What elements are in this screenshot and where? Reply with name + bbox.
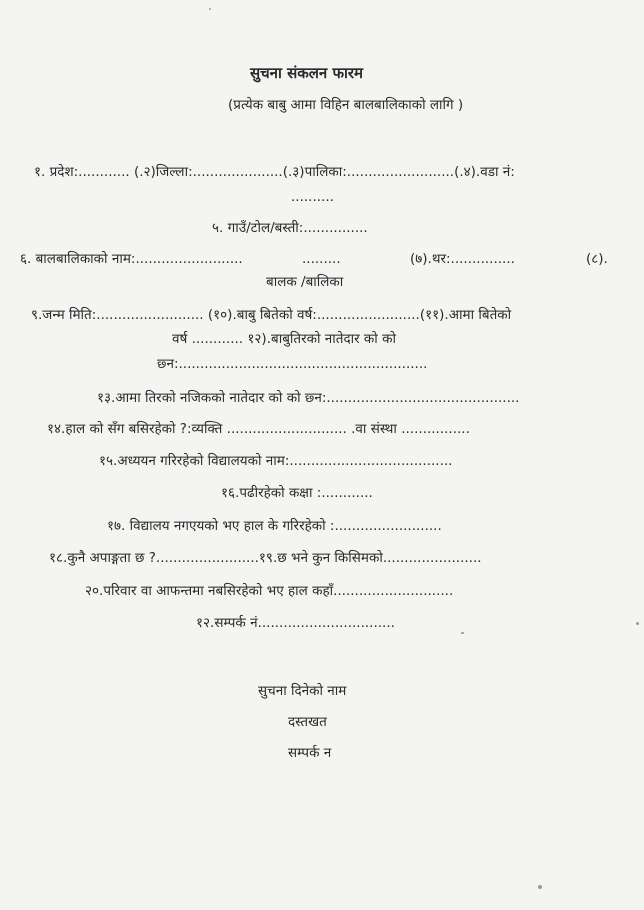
field-gender-options: बालक /बालिका [266,274,344,290]
informant-contact-label: सम्पर्क न [288,745,332,761]
field-class: १६.पढीरहेको कक्षा :............ [221,485,373,501]
signature-label: दस्तखत [288,714,327,730]
field-contact-number: १२.सम्पर्क नं................................ [196,615,395,631]
field-child-name: ६. बालबालिकाको नाम:......................... [20,251,243,267]
form-subtitle: (प्रत्येक बाबु आमा विहिन बालबालिकाको लागि ) [228,97,464,113]
field-village-tole: ५. गाउँ/टोल/बस्ती:............... [212,220,368,236]
paper-speck [636,622,639,625]
form-title: सुचना संकलन फारम [250,64,364,82]
field-province-district-municipality-ward: १. प्रदेश:............ (.२)जिल्ला:.....................(.३)पालिका:.........................(.४).वडा नं: [34,164,515,180]
field-current-caretaker: १४.हाल को सँग बसिरहेको ?:व्यक्ति ............................ .वा संस्था ................ [47,421,470,437]
field-school-name: १५.अध्ययन गरिरहेको विद्यालयको नाम:...................................... [99,453,453,469]
field-birth-date-parent-death: ९.जन्म मिति:......................... (१०).बाबु बितेको वर्ष:........................(११).आमा बितेको [31,307,512,323]
field-disability: १८.कुनै अपाङ्गता छ ?........................१९.छ भने कुन किसिमको....................... [49,550,482,566]
field-surname: (७).थर:............... [410,251,515,267]
field-ward-continued: .......... [291,189,334,205]
paper-speck [209,8,211,10]
field-gender-number: (८). [586,251,608,267]
field-paternal-relatives-continued: छ्न:.......................................................... [157,356,428,372]
paper-speck [538,885,542,889]
field-current-activity: १७. विद्यालय नगएयको भए हाल के गरिरहेको :......................... [107,518,442,534]
informant-name-label: सुचना दिनेको नाम [258,683,347,699]
field-child-name-continued: ......... [302,251,341,267]
field-maternal-relatives: १३.आमा तिरको नजिकको नातेदार को को छ्न:............................................. [97,390,520,406]
field-current-residence: २०.परिवार वा आफन्तमा नबसिरहेको भए हाल कहाँ............................ [85,583,454,599]
paper-speck [461,632,464,634]
field-mother-death-year-paternal-relatives: वर्ष ............ १२).बाबुतिरको नातेदार को को [172,331,396,347]
